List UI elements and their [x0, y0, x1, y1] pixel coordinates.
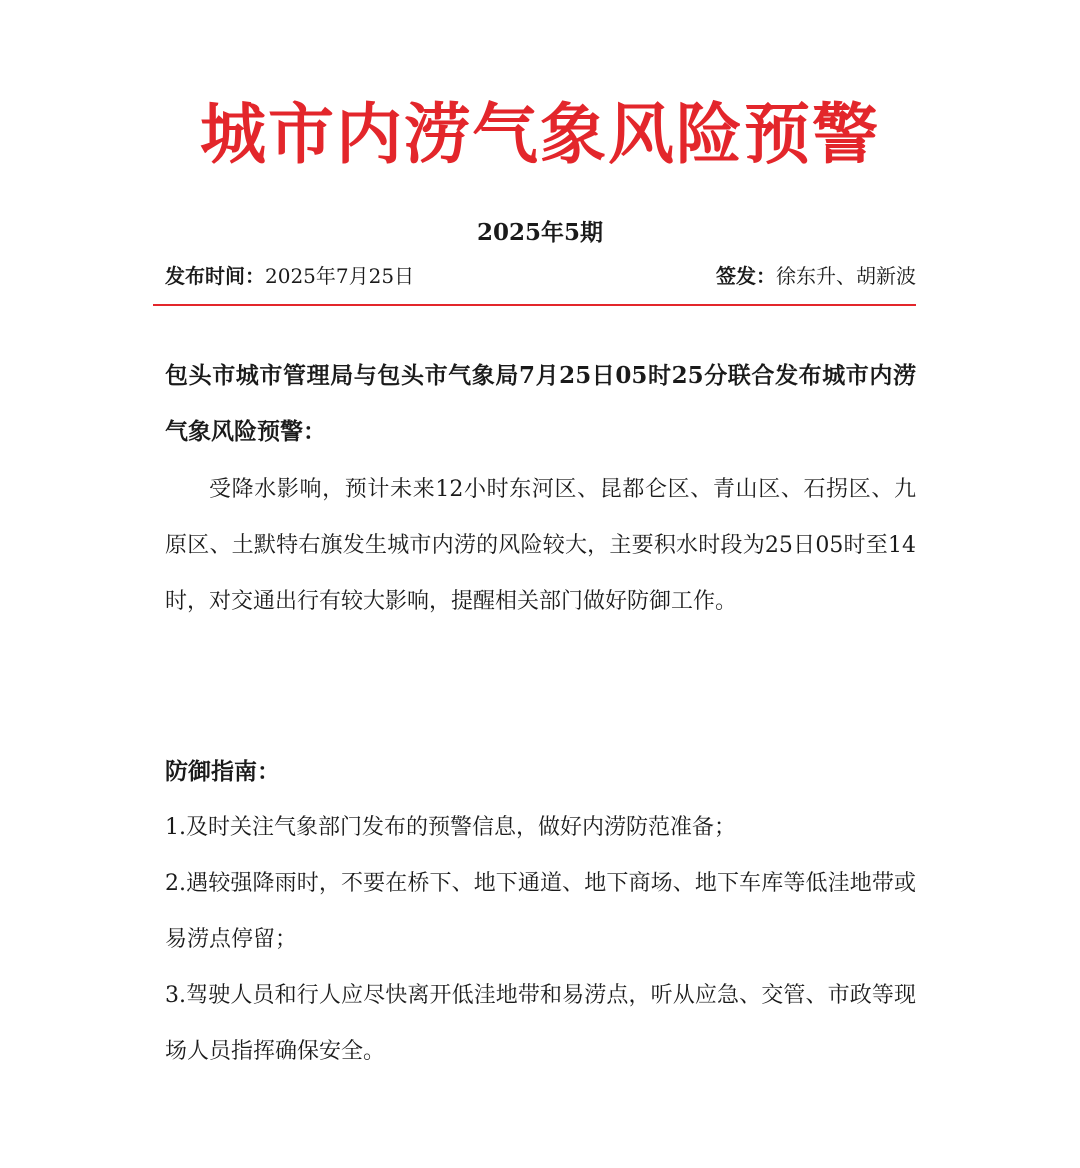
signer-info	[716, 260, 916, 292]
red-divider	[153, 304, 916, 306]
guide-list	[165, 800, 916, 1080]
guide-item: 2.遇较强降雨时，不要在桥下、地下通道、地下商场、地下车库等低洼地带或易涝点停留；	[165, 871, 916, 952]
guide-item: 3.驾驶人员和行人应尽快离开低洼地带和易涝点，听从应急、交管、市政等现场人员指挥确保安全。	[165, 983, 916, 1064]
signer-names: 徐东升、胡新波	[776, 264, 916, 288]
release-info	[165, 260, 414, 292]
release-date: 2025年7月25日	[265, 264, 415, 288]
signer-label: 签发：	[716, 264, 776, 288]
guide-heading: 防御指南：	[165, 758, 280, 785]
meta-row	[165, 260, 916, 292]
guide-item: 1.及时关注气象部门发布的预警信息，做好内涝防范准备；	[165, 815, 736, 840]
intro-paragraph: 包头市城市管理局与包头市气象局7月25日05时25分联合发布城市内涝气象风险预警：	[165, 362, 916, 445]
warning-body-paragraph: 受降水影响，预计未来12小时东河区、昆都仑区、青山区、石拐区、九原区、土默特右旗发生城市内涝的风险较大，主要积水时段为25日05时至14时，对交通出行有较大影响，提醒相关部门做好防御工作。	[165, 477, 916, 614]
document-title: 城市内涝气象风险预警	[200, 95, 880, 173]
release-label: 发布时间：	[165, 264, 265, 288]
issue-number: 2025年5期	[476, 219, 604, 246]
